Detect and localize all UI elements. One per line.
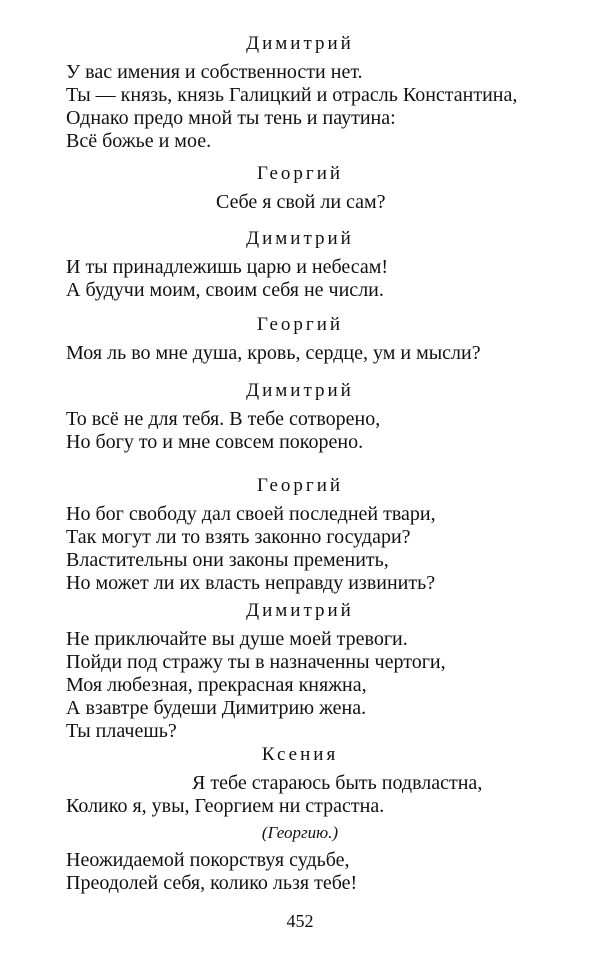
verse-line: Моя ль во мне душа, кровь, сердце, ум и мысли?	[66, 342, 481, 364]
verse-line: Однако предо мной ты тень и паутина:	[66, 107, 396, 129]
verse-line: Я тебе стараюсь быть подвластна,	[192, 772, 483, 794]
verse-line: Всё божье и мое.	[66, 130, 212, 152]
speaker-name: Димитрий	[246, 33, 354, 54]
verse-line: Колико я, увы, Георгием ни страстна.	[66, 795, 385, 817]
stage-direction: (Георгию.)	[261, 823, 339, 842]
verse-line: Ты — князь, князь Галицкий и отрасль Константина,	[66, 84, 518, 106]
verse-line: Пойди под стражу ты в назначенны чертоги,	[66, 651, 446, 673]
verse-line: А будучи моим, своим себя не числи.	[66, 279, 384, 301]
verse-line: Но может ли их власть неправду извинить?	[66, 572, 436, 594]
speaker-name: Георгий	[256, 475, 344, 496]
verse-line: Но богу то и мне совсем покорено.	[66, 431, 364, 453]
verse-line: Неожидаемой покорствуя судьбе,	[66, 849, 350, 871]
speaker-name: Димитрий	[246, 380, 354, 401]
verse-line: А взавтре будеши Димитрию жена.	[66, 697, 367, 719]
verse-line: Так могут ли то взять законно государи?	[66, 526, 411, 548]
speaker-name: Ксения	[261, 744, 339, 765]
verse-line: Моя любезная, прекрасная княжна,	[66, 674, 367, 696]
verse-line: И ты принадлежишь царю и небесам!	[66, 256, 389, 278]
verse-line: Преодолей себя, колико льзя тебе!	[66, 872, 358, 894]
verse-line: Но бог свободу дал своей последней твари,	[66, 503, 436, 525]
verse-line: У вас имения и собственности нет.	[66, 61, 363, 83]
verse-line: То всё не для тебя. В тебе сотворено,	[66, 408, 381, 430]
verse-line: Себе я свой ли сам?	[216, 191, 386, 213]
verse-line: Властительны они законы пременить,	[66, 549, 389, 571]
speaker-name: Димитрий	[246, 228, 354, 249]
page-number: 452	[286, 911, 314, 931]
verse-line: Ты плачешь?	[66, 720, 177, 742]
speaker-name: Димитрий	[246, 600, 354, 621]
verse-line: Не приключайте вы душе моей тревоги.	[66, 628, 408, 650]
speaker-name: Георгий	[256, 314, 344, 335]
speaker-name: Георгий	[256, 163, 344, 184]
